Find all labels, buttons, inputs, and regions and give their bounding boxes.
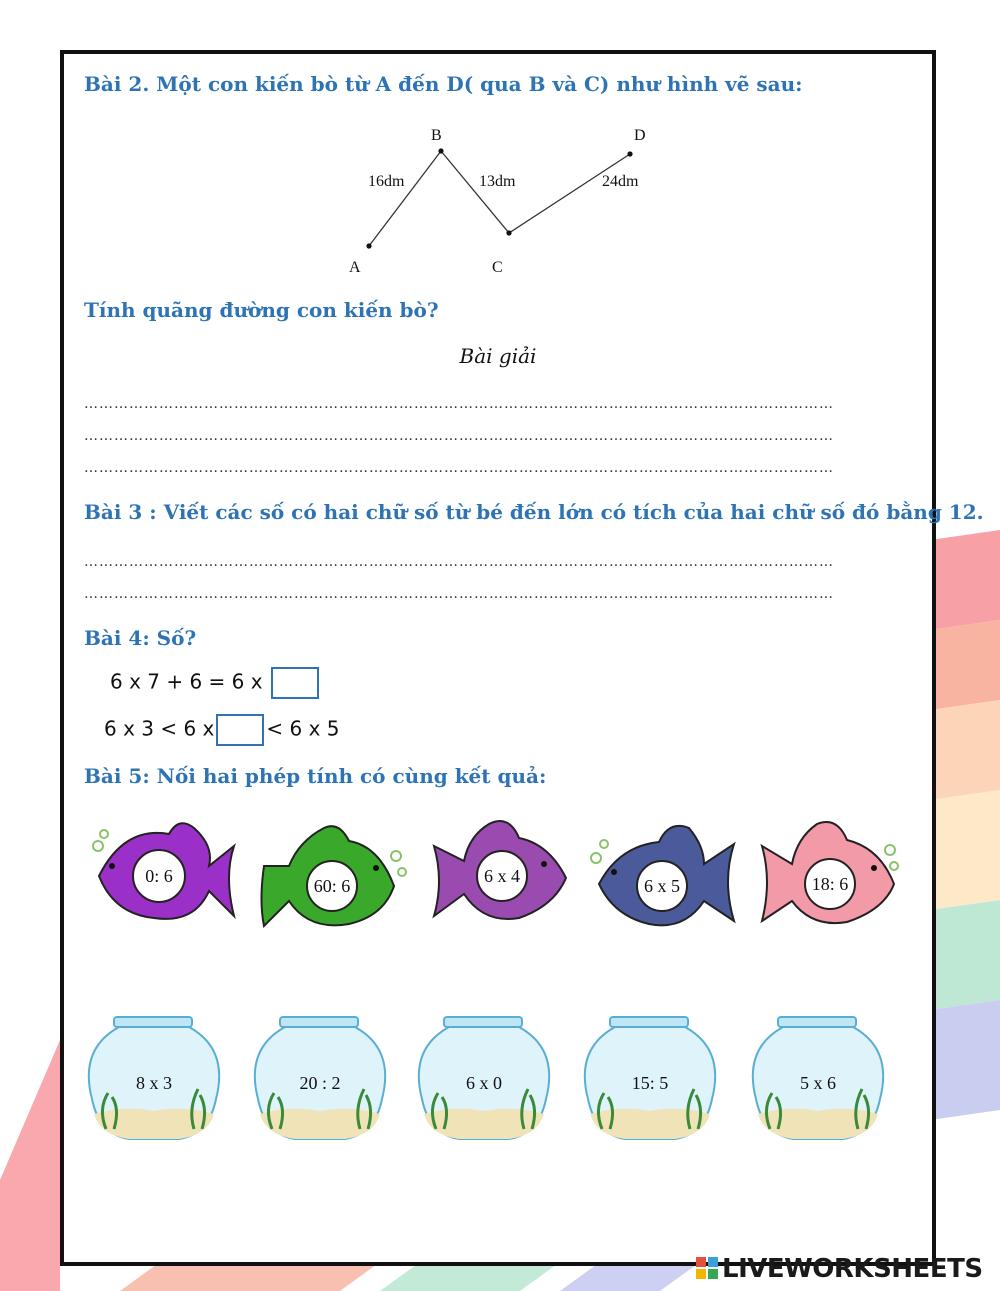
fish-label: 6 x 5 (644, 876, 680, 896)
point-b (438, 148, 443, 153)
worksheet-page (60, 50, 984, 1266)
equation-1 (110, 667, 321, 699)
segment-cd-length: 24dm (602, 173, 639, 190)
fishbowl-card[interactable] (84, 1009, 224, 1149)
fishbowl-label: 15: 5 (631, 1073, 669, 1093)
fishbowl-card[interactable] (250, 1009, 390, 1149)
equation-2-left-text: 6 x 3 < 6 x (104, 716, 215, 741)
equation-2 (104, 714, 340, 746)
fish-label: 6 x 4 (484, 866, 520, 886)
fishbowl-row (84, 1009, 912, 1159)
label-b: B (431, 127, 442, 144)
fish-label: 0: 6 (145, 866, 173, 886)
fishbowl-label: 6 x 0 (466, 1073, 502, 1093)
fish-card[interactable] (752, 806, 912, 936)
answer-line-2[interactable]: …………………………………………………………………………………………………………………………………… (84, 428, 834, 444)
watermark-text: LIVEWORKSHEETS (722, 1254, 983, 1284)
equation-1-answer-box[interactable] (271, 667, 319, 699)
label-d: D (634, 127, 646, 144)
label-c: C (492, 259, 503, 276)
point-a (366, 243, 371, 248)
fishbowl-label: 5 x 6 (800, 1073, 836, 1093)
bai2-title: Bài 2. Một con kiến bò từ A đến D( qua B và C) như hình vẽ sau: (84, 72, 803, 96)
liveworksheets-watermark (696, 1254, 983, 1284)
answer-line-1[interactable]: …………………………………………………………………………………………………………………………………… (84, 396, 834, 412)
answer-line-3[interactable]: …………………………………………………………………………………………………………………………………… (84, 460, 834, 476)
fish-card[interactable] (84, 806, 244, 936)
fish-label: 18: 6 (811, 874, 849, 894)
fishbowl-label: 8 x 3 (136, 1073, 172, 1093)
bai2-question: Tính quãng đường con kiến bò? (84, 298, 439, 322)
equation-2-answer-box[interactable] (216, 714, 264, 746)
point-c (506, 230, 511, 235)
equation-2-right-text: < 6 x 5 (266, 716, 340, 741)
ant-path-diagram (334, 120, 674, 280)
point-d (627, 151, 632, 156)
fishbowl-card[interactable] (748, 1009, 888, 1149)
fish-card[interactable] (584, 806, 744, 936)
fish-row (84, 806, 912, 936)
fish-label: 60: 6 (313, 876, 351, 896)
bai4-title: Bài 4: Số? (84, 626, 197, 650)
equation-1-text: 6 x 7 + 6 = 6 x (110, 669, 263, 694)
label-a: A (349, 259, 361, 276)
fish-card[interactable] (254, 806, 414, 936)
liveworksheets-logo-icon (696, 1257, 718, 1279)
bai3-answer-line-2[interactable]: …………………………………………………………………………………………………………………………………… (84, 586, 834, 602)
segment-bc-length: 13dm (479, 173, 516, 190)
fishbowl-label: 20 : 2 (299, 1073, 341, 1093)
segment-ab-length: 16dm (368, 173, 405, 190)
bai3-answer-line-1[interactable]: …………………………………………………………………………………………………………………………………… (84, 554, 834, 570)
fish-card[interactable] (424, 806, 584, 936)
fishbowl-card[interactable] (414, 1009, 554, 1149)
solution-label: Bài giải (459, 344, 537, 368)
bai5-title: Bài 5: Nối hai phép tính có cùng kết quả: (84, 764, 547, 788)
fishbowl-card[interactable] (580, 1009, 720, 1149)
bai3-title: Bài 3 : Viết các số có hai chữ số từ bé đến lớn có tích của hai chữ số đó bằng 12. (84, 500, 984, 524)
